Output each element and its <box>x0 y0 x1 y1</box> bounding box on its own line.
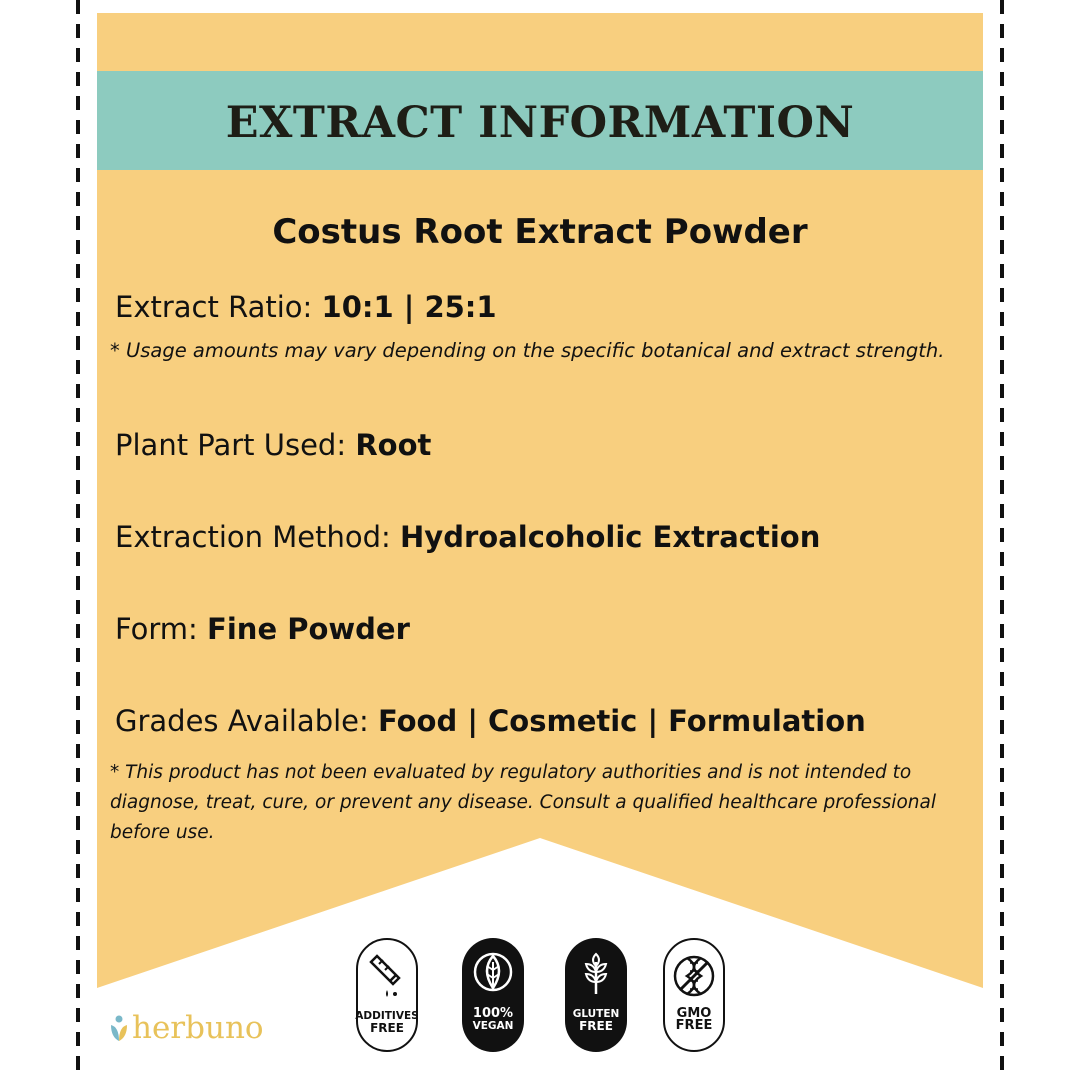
page-title: EXTRACT INFORMATION <box>225 97 855 148</box>
form-value: Fine Powder <box>207 612 410 646</box>
test-tube-icon <box>365 950 409 1002</box>
extract-ratio-value: 10:1 | 25:1 <box>321 290 497 324</box>
disclaimer-note: * This product has not been evaluated by regulatory authorities and is not intended to diagnose, treat, cure, or prevent any disease. Consult a qualified healthcare professional before use. <box>110 762 936 843</box>
product-name: Costus Root Extract Powder <box>272 212 808 252</box>
badge-gmo-free <box>663 938 725 1052</box>
plant-part-value: Root <box>355 428 432 462</box>
drop-leaf-icon <box>108 1013 130 1043</box>
leaf-icon <box>471 948 515 1000</box>
grades-label: Grades Available: <box>115 704 369 738</box>
extract-ratio-row <box>115 290 497 324</box>
grades-row <box>115 704 866 738</box>
brand-logo <box>108 1010 264 1046</box>
grades-value: Food | Cosmetic | Formulation <box>378 704 866 738</box>
form-row <box>115 612 410 646</box>
title-band <box>97 71 983 170</box>
extraction-method-label: Extraction Method: <box>115 520 391 554</box>
badge-gluten-free <box>565 938 627 1052</box>
plant-part-row <box>115 428 431 462</box>
form-label: Form: <box>115 612 198 646</box>
badge-vegan <box>462 938 524 1052</box>
dna-crossed-icon <box>672 950 716 1002</box>
ratio-note: * Usage amounts may vary depending on the specific botanical and extract strength. <box>110 339 945 362</box>
extraction-method-row <box>115 520 820 554</box>
badge-gluten-text: GLUTEN FREE <box>572 1008 620 1033</box>
badge-additives-free <box>356 938 418 1052</box>
badge-additives-text: ADDITIVES FREE <box>355 1010 419 1035</box>
brand-name: herbuno <box>132 1010 264 1046</box>
extract-ratio-label: Extract Ratio: <box>115 290 313 324</box>
plant-part-label: Plant Part Used: <box>115 428 347 462</box>
badge-gmo-text: GMO FREE <box>675 1006 713 1033</box>
wheat-icon <box>574 948 618 1000</box>
extraction-method-value: Hydroalcoholic Extraction <box>400 520 821 554</box>
badge-vegan-text: 100% VEGAN <box>472 1006 514 1032</box>
